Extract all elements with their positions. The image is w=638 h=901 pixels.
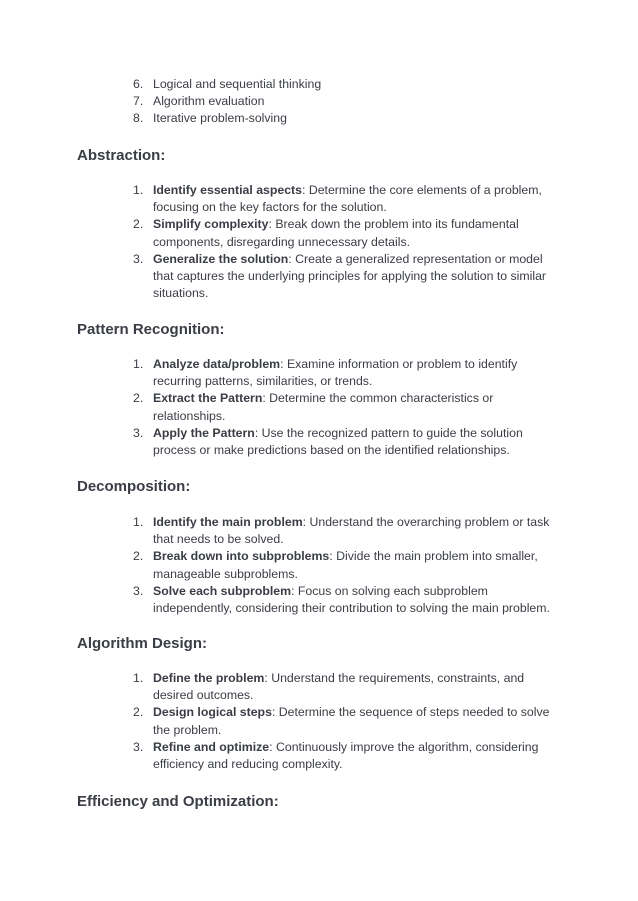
item-description: : Understand the overarching problem or task that needs to be solved.: [153, 515, 550, 547]
list-item: [133, 583, 553, 617]
item-number: 3.: [133, 425, 144, 440]
item-term: Solve each subproblem: [153, 583, 292, 598]
list-item: [133, 110, 573, 127]
item-term: Generalize the solution: [153, 251, 289, 266]
item-description: : Focus on solving each subproblem independently, considering their contribution to solving the main problem.: [153, 583, 550, 616]
item-term: Refine and optimize: [153, 739, 270, 754]
section-list: [133, 182, 553, 302]
item-number: 8.: [133, 111, 144, 126]
item-description: : Determine the common characteristics or relationships.: [153, 391, 494, 423]
section-list: [133, 670, 553, 773]
item-number: 3.: [133, 251, 144, 266]
item-term: Design logical steps: [153, 705, 272, 720]
list-item: [133, 93, 573, 110]
item-text: Logical and sequential thinking: [153, 77, 322, 91]
item-term: Define the problem: [153, 671, 265, 685]
list-item: [133, 390, 553, 424]
item-description: : Divide the main problem into smaller, manageable subproblems.: [153, 549, 538, 581]
item-term: Extract the Pattern: [153, 391, 263, 406]
section-heading: Efficiency and Optimization:: [77, 793, 279, 810]
section-decomposition: [77, 477, 577, 616]
item-number: 2.: [133, 391, 144, 406]
item-number: 6.: [133, 77, 144, 91]
item-term: Break down into subproblems: [153, 549, 330, 564]
item-number: 1.: [133, 357, 144, 371]
item-number: 7.: [133, 94, 144, 109]
item-number: 1.: [133, 515, 144, 529]
list-item: [133, 356, 553, 390]
list-item: [133, 251, 553, 303]
item-description: : Create a generalized representation or model that captures the underlying principles for applying the solution to similar situations.: [153, 251, 547, 301]
section-abstraction: [77, 146, 577, 301]
item-text: Algorithm evaluation: [153, 94, 265, 109]
list-item: [133, 514, 553, 548]
item-number: 2.: [133, 705, 144, 720]
item-number: 1.: [133, 671, 144, 685]
section-list: [133, 356, 553, 459]
item-term: Analyze data/problem: [153, 357, 281, 371]
section-list: [133, 514, 553, 617]
section-heading: Abstraction:: [77, 147, 166, 164]
section-pattern-recognition: [77, 320, 577, 458]
item-description: : Understand the requirements, constraints, and desired outcomes.: [153, 671, 525, 703]
list-item: [133, 425, 553, 459]
list-item: [133, 548, 553, 582]
item-term: Identify essential aspects: [153, 183, 302, 197]
list-item: [133, 216, 553, 250]
item-number: 2.: [133, 217, 144, 232]
item-number: 3.: [133, 583, 144, 598]
list-item: [133, 76, 573, 93]
list-item: [133, 704, 553, 738]
item-description: : Determine the sequence of steps needed to solve the problem.: [153, 705, 550, 737]
item-description: : Break down the problem into its fundamental components, disregarding unnecessary details.: [153, 217, 519, 249]
item-number: 1.: [133, 183, 144, 197]
item-term: Apply the Pattern: [153, 425, 255, 440]
item-number: 2.: [133, 549, 144, 564]
item-term: Simplify complexity: [153, 217, 269, 232]
item-description: : Examine information or problem to identify recurring patterns, similarities, or trends.: [153, 357, 518, 389]
list-item: [133, 739, 553, 773]
intro-list: [133, 76, 573, 128]
section-heading: Pattern Recognition:: [77, 321, 225, 338]
item-description: : Use the recognized pattern to guide the solution process or make predictions based on the identified relationships.: [153, 425, 523, 458]
item-description: : Determine the core elements of a problem, focusing on the key factors for the solution.: [153, 183, 542, 215]
item-number: 3.: [133, 739, 144, 754]
item-text: Iterative problem-solving: [153, 111, 287, 126]
section-algorithm-design: [77, 634, 577, 772]
section-efficiency-optimization: [77, 792, 577, 812]
item-term: Identify the main problem: [153, 515, 303, 529]
list-item: [133, 670, 553, 704]
section-heading: Decomposition:: [77, 478, 191, 495]
section-heading: Algorithm Design:: [77, 635, 207, 652]
item-description: : Continuously improve the algorithm, considering efficiency and reducing complexity.: [153, 739, 539, 772]
list-item: [133, 182, 553, 216]
